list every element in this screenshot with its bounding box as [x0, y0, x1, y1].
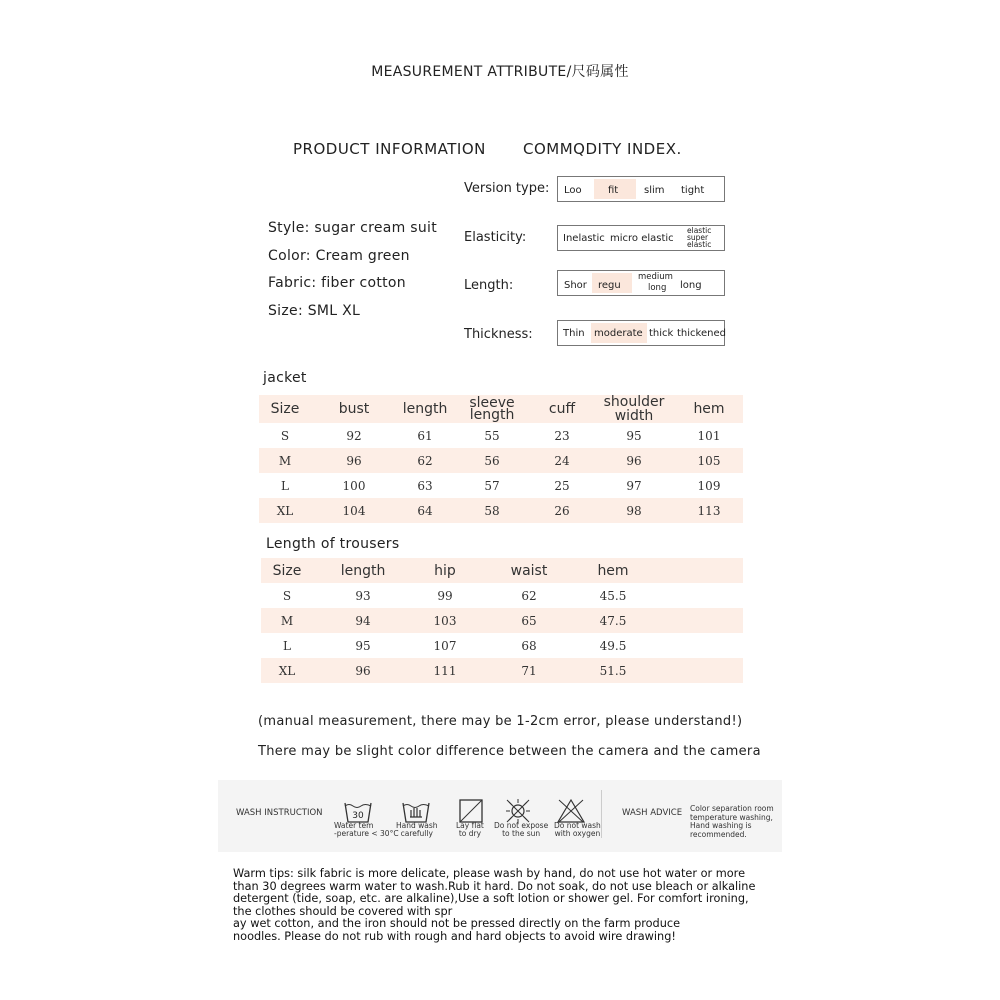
attribute-color: Color: Cream green [268, 248, 410, 264]
length-option: long [680, 280, 702, 291]
version-option: Loo [564, 185, 582, 196]
table-cell: 62 [521, 588, 537, 603]
column-header: sleeve length [453, 395, 531, 423]
table-cell: 97 [626, 478, 642, 493]
column-header: hip [413, 558, 477, 583]
table-cell: 49.5 [599, 638, 627, 653]
product-information-heading: PRODUCT INFORMATION [293, 140, 486, 158]
table-row [259, 423, 743, 448]
lay-flat-caption: Lay flat to dry [456, 821, 484, 838]
table-cell: 92 [346, 428, 362, 443]
column-header: Size [261, 558, 313, 583]
column-header: bust [311, 395, 397, 423]
table-row [261, 658, 743, 683]
table-cell [645, 633, 743, 658]
commodity-index-heading: COMMQDITY INDEX. [523, 140, 682, 158]
table-cell: 51.5 [581, 658, 645, 683]
thickness-scale [557, 320, 725, 346]
jacket-size-table [259, 395, 743, 523]
table-cell: L [281, 478, 289, 493]
table-cell: 101 [697, 428, 721, 443]
wash-temp-value: 30 [352, 811, 364, 821]
thickness-option: moderate [594, 328, 643, 339]
table-cell: S [282, 588, 292, 603]
table-cell: 94 [313, 608, 413, 633]
wash-advice-label: WASH ADVICE [622, 808, 683, 818]
table-cell: XL [259, 498, 311, 523]
table-cell: 105 [675, 448, 743, 473]
no-sun-caption: Do not expose to the sun [494, 821, 549, 838]
table-cell: M [261, 608, 313, 633]
thickness-label: Thickness: [464, 327, 533, 342]
thickness-option: thickened [677, 328, 726, 339]
table-cell: 56 [453, 448, 531, 473]
column-header: hem [581, 558, 645, 583]
table-cell: 57 [484, 478, 500, 493]
thickness-option: thick [649, 328, 674, 339]
length-option: regu [598, 280, 621, 291]
table-row [261, 633, 743, 658]
table-cell: 64 [397, 498, 453, 523]
page-title: MEASUREMENT ATTRIBUTE/尺码属性 [371, 64, 629, 80]
no-oxygen-caption: Do not wash with oxygen [554, 821, 601, 838]
version-option: tight [681, 185, 705, 196]
measurement-note: (manual measurement, there may be 1-2cm error, please understand!) [258, 714, 743, 729]
column-header [645, 558, 743, 583]
care-tips: Warm tips: silk fabric is more delicate, please wash by hand, do not use hot water or more than 30 degrees warm water to wash.Rub it hard. Do not soak, do not use bleach or alkaline detergent (tide, soap, etc. are alkaline),Use a soft lotion or shower gel. For comfort ironing, the clothes should be covered with spr ay wet cotton, and the iron should not be pressed directly on the farm produce noodles. Please do not rub with rough and hard objects to avoid wire drawing! [233, 867, 756, 943]
table-cell: 109 [697, 478, 721, 493]
table-cell: 63 [417, 478, 433, 493]
table-cell: 55 [484, 428, 500, 443]
attribute-fabric: Fabric: fiber cotton [268, 275, 406, 291]
table-cell: M [259, 448, 311, 473]
length-option: Shor [564, 280, 587, 291]
table-cell: 113 [675, 498, 743, 523]
table-cell: 71 [477, 658, 581, 683]
table-cell: 45.5 [599, 588, 627, 603]
wash-instruction-band [218, 780, 782, 852]
attribute-style: Style: sugar cream suit [268, 220, 438, 236]
table-row [259, 473, 743, 498]
elasticity-label: Elasticity: [464, 230, 527, 245]
table-cell: 58 [453, 498, 531, 523]
table-cell: 23 [554, 428, 570, 443]
table-cell: 100 [342, 478, 366, 493]
table-cell: 98 [593, 498, 675, 523]
table-cell: 62 [397, 448, 453, 473]
table-cell [645, 608, 743, 633]
elasticity-option: super [687, 233, 709, 242]
table-cell: 111 [413, 658, 477, 683]
color-difference-note: There may be slight color difference between the camera and the camera [258, 744, 761, 759]
wash-instruction-label: WASH INSTRUCTION [236, 808, 323, 818]
version-option: slim [644, 185, 665, 196]
version-option: fit [608, 185, 619, 196]
table-cell: 96 [593, 448, 675, 473]
table-cell: 47.5 [581, 608, 645, 633]
table-cell: 95 [355, 638, 371, 653]
table-cell: 103 [413, 608, 477, 633]
table-cell: XL [261, 658, 313, 683]
table-cell: 65 [477, 608, 581, 633]
wash-advice-text: Color separation room temperature washing, Hand washing is recommended. [690, 804, 774, 839]
table-cell: 107 [433, 638, 457, 653]
column-header: waist [477, 558, 581, 583]
column-header: cuff [531, 395, 593, 423]
jacket-section-title: jacket [263, 370, 307, 386]
length-label: Length: [464, 278, 514, 293]
elasticity-option: Inelastic [563, 233, 605, 244]
table-row [259, 498, 743, 523]
table-row [261, 583, 743, 608]
table-header-row [259, 395, 743, 423]
table-cell [645, 583, 743, 608]
table-header-row [261, 558, 743, 583]
version-type-scale [557, 176, 725, 202]
thickness-option: Thin [563, 328, 585, 339]
table-cell: 96 [311, 448, 397, 473]
column-header: hem [675, 395, 743, 423]
elasticity-option: micro elastic [610, 233, 674, 244]
trousers-section-title: Length of trousers [266, 536, 400, 552]
column-header: length [397, 395, 453, 423]
attribute-size: Size: SML XL [268, 303, 361, 319]
version-type-label: Version type: [464, 181, 550, 196]
wash-temp-caption: Water tem -perature < 30°C [334, 821, 399, 838]
wash-divider [601, 790, 602, 838]
table-cell: S [280, 428, 290, 443]
table-cell: 68 [521, 638, 537, 653]
elasticity-option: elastic [687, 240, 712, 249]
length-option: medium [638, 272, 673, 282]
hand-wash-caption: Hand wash carefully [396, 821, 438, 838]
column-header: length [313, 558, 413, 583]
table-cell: 95 [626, 428, 642, 443]
column-header: Size [259, 395, 311, 423]
table-cell: L [283, 638, 291, 653]
table-cell [645, 658, 743, 683]
length-option: long [648, 283, 667, 293]
table-cell: 96 [313, 658, 413, 683]
table-row [261, 608, 743, 633]
elasticity-scale [557, 225, 725, 251]
trousers-size-table [261, 558, 743, 683]
table-cell: 104 [311, 498, 397, 523]
table-cell: 99 [437, 588, 453, 603]
length-scale [557, 270, 725, 296]
table-cell: 25 [554, 478, 570, 493]
column-header: shoulder width [593, 395, 675, 423]
table-cell: 26 [531, 498, 593, 523]
table-row [259, 448, 743, 473]
table-cell: 93 [355, 588, 371, 603]
table-cell: 61 [417, 428, 433, 443]
elasticity-option: elastic [687, 226, 712, 235]
table-cell: 24 [531, 448, 593, 473]
